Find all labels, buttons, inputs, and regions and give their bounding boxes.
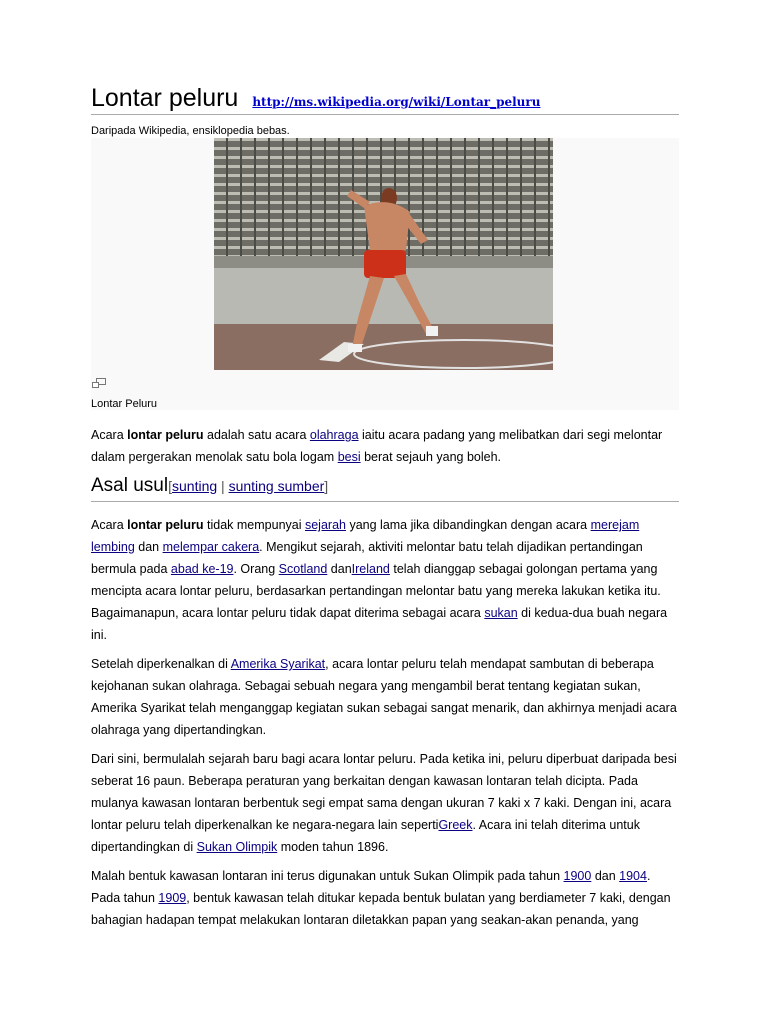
link-sejarah[interactable]: sejarah (304, 518, 346, 532)
link-greek[interactable]: Greek (438, 818, 473, 832)
shot-put-photo-illustration (214, 138, 553, 370)
paragraph-3 (91, 748, 679, 858)
text: . Pada tahun (91, 869, 651, 905)
intro-paragraph (91, 424, 679, 468)
edit-link[interactable]: sunting (172, 478, 218, 494)
bracket: [ (168, 478, 172, 494)
title-row (91, 84, 679, 115)
text: Acara (91, 518, 128, 532)
edit-source-link[interactable]: sunting sumber (228, 478, 325, 494)
link-amerika-syarikat[interactable]: Amerika Syarikat (230, 657, 326, 671)
text: , bentuk kawasan telah ditukar kepada bentuk bulatan yang berdiameter 7 kaki, dengan bahagian hadapan tempat melakukan lontaran diletakkan papan yang seakan-akan penanda, yang (91, 891, 671, 927)
bracket: ] (324, 478, 329, 494)
link-1909[interactable]: 1909 (158, 891, 187, 905)
text: dan (327, 562, 352, 576)
article (91, 84, 679, 931)
link-besi[interactable]: besi (337, 450, 361, 464)
link-1904[interactable]: 1904 (619, 869, 647, 883)
text: Dari sini, bermulalah sejarah baru bagi acara lontar peluru. Pada ketika ini, peluru diperbuat daripada besi seberat 16 paun. Beberapa peraturan yang berkaitan dengan kawasan lontaran telah dicipta. Pada mulanya kawasan lontaran berbentuk segi empat sama dengan ukuran 7 kaki x 7 kaki. Dengan ini, acara lontar peluru telah diperkenalkan ke negara-negara lain seperti (91, 752, 677, 832)
text: berat sejauh yang boleh. (360, 450, 502, 464)
link-merejam-lembing[interactable]: merejam lembing (91, 518, 640, 554)
text: Setelah diperkenalkan di (91, 657, 231, 671)
text: Acara (91, 428, 128, 442)
link-1900[interactable]: 1900 (563, 869, 592, 883)
text: . Orang (233, 562, 279, 576)
link-abad-ke-19[interactable]: abad ke-19 (170, 562, 234, 576)
bold-term: lontar peluru (127, 428, 204, 442)
section-title: Asal usul (91, 475, 169, 496)
paragraph-1 (91, 514, 679, 646)
link-olahraga[interactable]: olahraga (309, 428, 359, 442)
text: tidak mempunyai (203, 518, 305, 532)
text: . Mengikut sejarah, aktiviti melontar batu telah dijadikan pertandingan bermula pada (91, 540, 643, 576)
text: , acara lontar peluru telah mendapat sambutan di beberapa kejohanan sukan olahraga. Sebagai sebuah negara yang mengambil berat tentang kegiatan sukan, Amerika Syarikat telah menganggap kegiatan sukan sebagai sangat menarik, dan akhirnya menjadi acara olahraga yang dipertandingkan. (91, 657, 677, 737)
link-ireland[interactable]: Ireland (351, 562, 390, 576)
enlarge-icon[interactable] (92, 378, 106, 388)
text: dan (134, 540, 163, 554)
separator: | (217, 478, 229, 494)
bold-term: lontar peluru (127, 518, 204, 532)
text: yang lama jika dibandingkan dengan acara (345, 518, 591, 532)
text: Malah bentuk kawasan lontaran ini terus digunakan untuk Sukan Olimpik pada tahun (91, 869, 564, 883)
text: telah dianggap sebagai golongan pertama yang mencipta acara lontar peluru, berdasarkan pertandingan melontar batu yang mereka lakukan ketika itu. Bagaimanapun, acara lontar peluru tidak dapat diterima sebagai acara (91, 562, 661, 620)
paragraph-2 (91, 653, 679, 741)
shot-put-photo[interactable] (214, 138, 553, 370)
page-url-link[interactable]: http://ms.wikipedia.org/wiki/Lontar_peluru (252, 95, 541, 109)
thumbnail-box (91, 138, 679, 410)
section-heading (91, 473, 679, 502)
page-title: Lontar peluru (91, 84, 239, 112)
text: . Acara ini telah diterima untuk dipertandingkan di (91, 818, 640, 854)
link-scotland[interactable]: Scotland (278, 562, 328, 576)
text: adalah satu acara (203, 428, 310, 442)
text: dan (591, 869, 620, 883)
text: iaitu acara padang yang melibatkan dari segi melontar dalam pergerakan menolak satu bola logam (91, 428, 663, 464)
site-subtitle: Daripada Wikipedia, ensiklopedia bebas. (91, 125, 290, 137)
link-sukan-olimpik[interactable]: Sukan Olimpik (196, 840, 278, 854)
image-caption: Lontar Peluru (91, 398, 158, 410)
edit-links (168, 478, 328, 494)
text: moden tahun 1896. (277, 840, 389, 854)
text: di kedua-dua buah negara ini. (91, 606, 668, 642)
link-sukan[interactable]: sukan (484, 606, 518, 620)
link-melempar-cakera[interactable]: melempar cakera (162, 540, 260, 554)
paragraph-4 (91, 865, 679, 931)
section-body (91, 514, 679, 931)
